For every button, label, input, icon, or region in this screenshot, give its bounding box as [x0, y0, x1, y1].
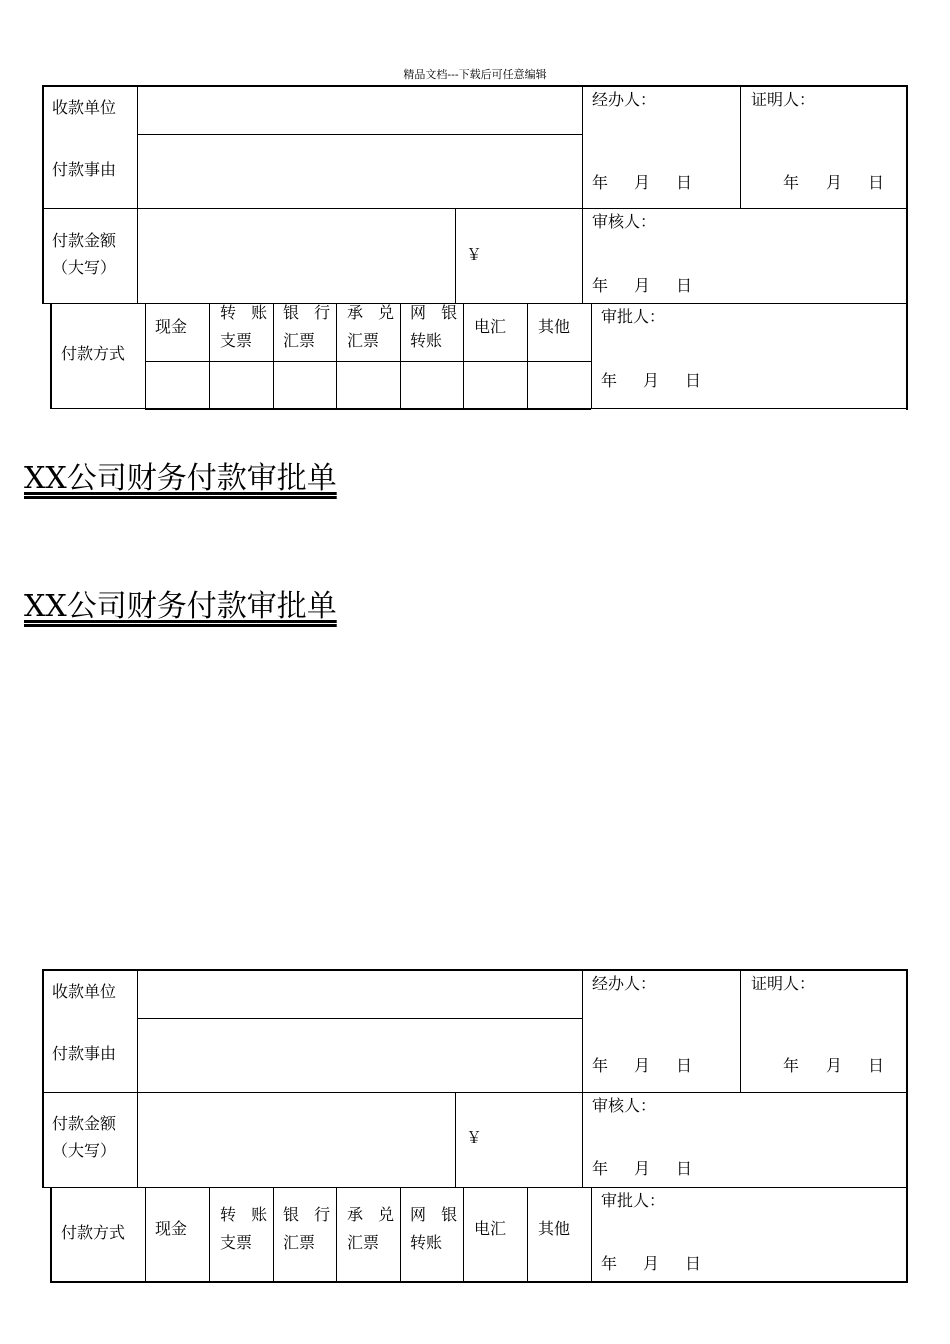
border: [42, 85, 44, 303]
grid: [336, 1187, 337, 1282]
page-header: 精品文档---下载后可任意编辑: [403, 68, 547, 81]
handler-label: 经办人：: [592, 974, 657, 993]
border: [906, 85, 908, 410]
handler-date-year: 年: [592, 173, 609, 192]
grid: [463, 303, 464, 409]
grid: [42, 1187, 908, 1188]
handler-date-month: 月: [634, 173, 651, 192]
grid: [209, 1187, 210, 1282]
witness-date-year: 年: [783, 1056, 800, 1075]
grid: [137, 85, 138, 303]
method-other: 其他: [538, 1219, 571, 1238]
approver-date-year: 年: [601, 371, 618, 390]
grid: [137, 134, 582, 135]
amount-label: 付款金额: [52, 231, 117, 250]
method-online-transfer: 网 银 转账: [410, 303, 458, 350]
witness-date-year: 年: [783, 173, 800, 192]
reviewer-date-day: 日: [676, 276, 693, 295]
grid: [740, 969, 741, 1092]
method-label: 付款方式: [61, 344, 126, 363]
handler-date-day: 日: [676, 173, 693, 192]
grid: [137, 1018, 582, 1019]
method-online-transfer: 网 银 转账: [410, 1205, 458, 1252]
approver-date-day: 日: [685, 1254, 702, 1273]
border: [42, 969, 44, 1187]
grid: [42, 208, 908, 209]
method-acceptance-draft: 承 兑 汇票: [347, 1205, 395, 1252]
yen-symbol: ￥: [466, 245, 483, 264]
border: [50, 408, 908, 409]
witness-date-day: 日: [868, 1056, 885, 1075]
payment-form-2: [0, 884, 950, 1273]
handler-date-day: 日: [676, 1056, 693, 1075]
payment-form-1: [0, 0, 950, 390]
grid: [145, 361, 591, 362]
approver-label: 审批人：: [601, 1191, 666, 1210]
grid: [137, 969, 138, 1187]
reviewer-label: 审核人：: [592, 1096, 657, 1115]
witness-date-month: 月: [826, 173, 843, 192]
method-label: 付款方式: [61, 1223, 126, 1242]
amount-label: 付款金额: [52, 1114, 117, 1133]
form-title: XX公司财务付款审批单: [24, 461, 337, 496]
border: [50, 1281, 908, 1283]
grid: [209, 303, 210, 409]
payee-label: 收款单位: [52, 98, 117, 117]
method-acceptance-draft: 承 兑 汇票: [347, 303, 395, 350]
reason-label: 付款事由: [52, 160, 117, 179]
reason-label: 付款事由: [52, 1044, 117, 1063]
amount-label-sub: （大写）: [52, 258, 117, 277]
method-bank-draft: 银 行 汇票: [283, 1205, 331, 1252]
payee-label: 收款单位: [52, 982, 117, 1001]
grid: [400, 1187, 401, 1282]
approver-date-month: 月: [643, 371, 660, 390]
grid: [591, 303, 592, 409]
method-other: 其他: [538, 317, 571, 336]
yen-symbol: ￥: [466, 1128, 483, 1147]
method-bank-draft: 银 行 汇票: [283, 303, 331, 350]
reviewer-date-month: 月: [634, 276, 651, 295]
form-title: XX公司财务付款审批单: [24, 589, 337, 624]
method-cash: 现金: [155, 317, 188, 336]
approver-date-day: 日: [685, 371, 702, 390]
grid: [527, 1187, 528, 1282]
grid: [145, 1187, 146, 1282]
grid: [336, 303, 337, 409]
approver-label: 审批人：: [601, 307, 666, 326]
grid: [455, 208, 456, 303]
witness-label: 证明人：: [751, 90, 816, 109]
reviewer-date-month: 月: [634, 1159, 651, 1178]
amount-label-sub: （大写）: [52, 1141, 117, 1160]
border: [50, 1187, 52, 1283]
border: [50, 303, 52, 409]
grid: [582, 85, 583, 303]
grid: [527, 303, 528, 409]
grid: [42, 303, 908, 304]
grid: [400, 303, 401, 409]
grid: [463, 1187, 464, 1282]
handler-date-year: 年: [592, 1056, 609, 1075]
method-cash: 现金: [155, 1219, 188, 1238]
method-wire: 电汇: [474, 317, 507, 336]
method-wire: 电汇: [474, 1219, 507, 1238]
grid: [455, 1092, 456, 1187]
method-transfer-check: 转 账 支票: [220, 303, 268, 350]
reviewer-date-year: 年: [592, 276, 609, 295]
grid: [145, 303, 146, 409]
witness-label: 证明人：: [751, 974, 816, 993]
reviewer-date-day: 日: [676, 1159, 693, 1178]
witness-date-month: 月: [826, 1056, 843, 1075]
handler-date-month: 月: [634, 1056, 651, 1075]
border: [906, 969, 908, 1283]
handler-label: 经办人：: [592, 90, 657, 109]
approver-date-year: 年: [601, 1254, 618, 1273]
reviewer-label: 审核人：: [592, 212, 657, 231]
grid: [740, 85, 741, 208]
approver-date-month: 月: [643, 1254, 660, 1273]
grid: [582, 969, 583, 1187]
grid: [42, 1092, 908, 1093]
grid: [273, 1187, 274, 1282]
grid: [591, 1187, 592, 1282]
reviewer-date-year: 年: [592, 1159, 609, 1178]
method-transfer-check: 转 账 支票: [220, 1205, 268, 1252]
grid: [273, 303, 274, 409]
witness-date-day: 日: [868, 173, 885, 192]
